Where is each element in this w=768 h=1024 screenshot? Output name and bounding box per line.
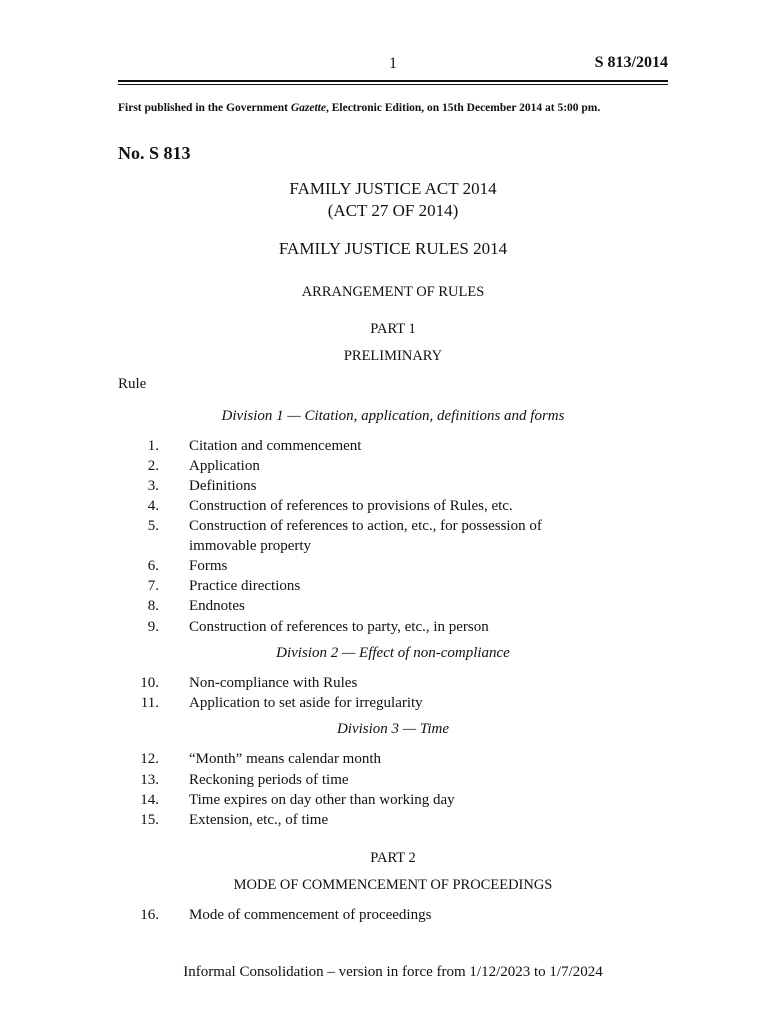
rule-column-label: Rule (118, 376, 147, 392)
act-title-line2: (ACT 27 OF 2014) (327, 201, 459, 220)
consolidation-footer: Informal Consolidation – version in force from 1/12/2023 to 1/7/2024 (183, 964, 603, 980)
toc-item-number: 12. (140, 751, 159, 767)
toc-item-text: Endnotes (189, 598, 245, 614)
toc-item-text: Construction of references to party, etc., in person (189, 619, 489, 635)
toc-item-text: Definitions (189, 478, 257, 494)
header-divider-thin (118, 84, 668, 85)
toc-item-number: 9. (147, 619, 159, 635)
toc-item-number: 15. (140, 812, 159, 828)
publication-prefix: First published in the Government (118, 102, 291, 114)
part1-label: PART 1 (370, 321, 416, 337)
toc-item-number: 16. (140, 907, 159, 923)
part2-title: MODE OF COMMENCEMENT OF PROCEEDINGS (233, 877, 553, 893)
toc-item-text: Construction of references to provisions of Rules, etc. (189, 498, 513, 514)
header-divider-thick (118, 80, 668, 82)
toc-item-text: Non-compliance with Rules (189, 675, 358, 691)
part1-title: PRELIMINARY (343, 348, 443, 364)
toc-item-text: Mode of commencement of proceedings (189, 907, 432, 923)
toc-item-number: 8. (147, 598, 159, 614)
toc-item-number: 11. (140, 695, 159, 711)
toc-item-text: Construction of references to action, etc., for possession of (189, 518, 542, 534)
division-1-heading: Division 1 — Citation, application, definitions and forms (221, 408, 565, 424)
publication-gazette: Gazette (290, 102, 326, 114)
division-2-heading: Division 2 — Effect of non-compliance (276, 645, 510, 661)
toc-item-number: 4. (147, 498, 159, 514)
toc-item-number: 10. (140, 675, 159, 691)
page-number: 1 (389, 55, 397, 72)
division-3-heading: Division 3 — Time (336, 721, 450, 737)
toc-item-number: 2. (147, 458, 159, 474)
toc-item-number: 5. (147, 518, 159, 534)
toc-item-number: 14. (140, 792, 159, 808)
toc-item-number: 1. (147, 438, 159, 454)
act-title (118, 178, 668, 222)
publication-suffix: , Electronic Edition, on 15th December 2014 at 5:00 pm. (325, 102, 601, 114)
toc-item-text: Application (189, 458, 260, 474)
toc-item-text-continued: immovable property (189, 538, 312, 554)
publication-note (118, 102, 600, 114)
toc-item-text: Practice directions (189, 578, 301, 594)
arrangement-heading: ARRANGEMENT OF RULES (301, 284, 485, 300)
document-reference: S 813/2014 (594, 54, 668, 71)
act-title-line1: FAMILY JUSTICE ACT 2014 (289, 179, 497, 198)
part2-label: PART 2 (370, 850, 416, 866)
rules-title: FAMILY JUSTICE RULES 2014 (278, 239, 508, 258)
toc-item-text: Forms (189, 558, 228, 574)
toc-item-text: Citation and commencement (189, 438, 362, 454)
toc-item-text: “Month” means calendar month (189, 751, 382, 767)
toc-item-text: Time expires on day other than working day (189, 792, 455, 808)
toc-item-text: Reckoning periods of time (189, 772, 349, 788)
toc-item-text: Extension, etc., of time (189, 812, 329, 828)
toc-item-number: 3. (147, 478, 159, 494)
toc-item-number: 13. (140, 772, 159, 788)
toc-item-text: Application to set aside for irregularity (189, 695, 423, 711)
toc-item-number: 6. (147, 558, 159, 574)
statute-number: No. S 813 (118, 143, 191, 163)
toc-item-number: 7. (147, 578, 159, 594)
